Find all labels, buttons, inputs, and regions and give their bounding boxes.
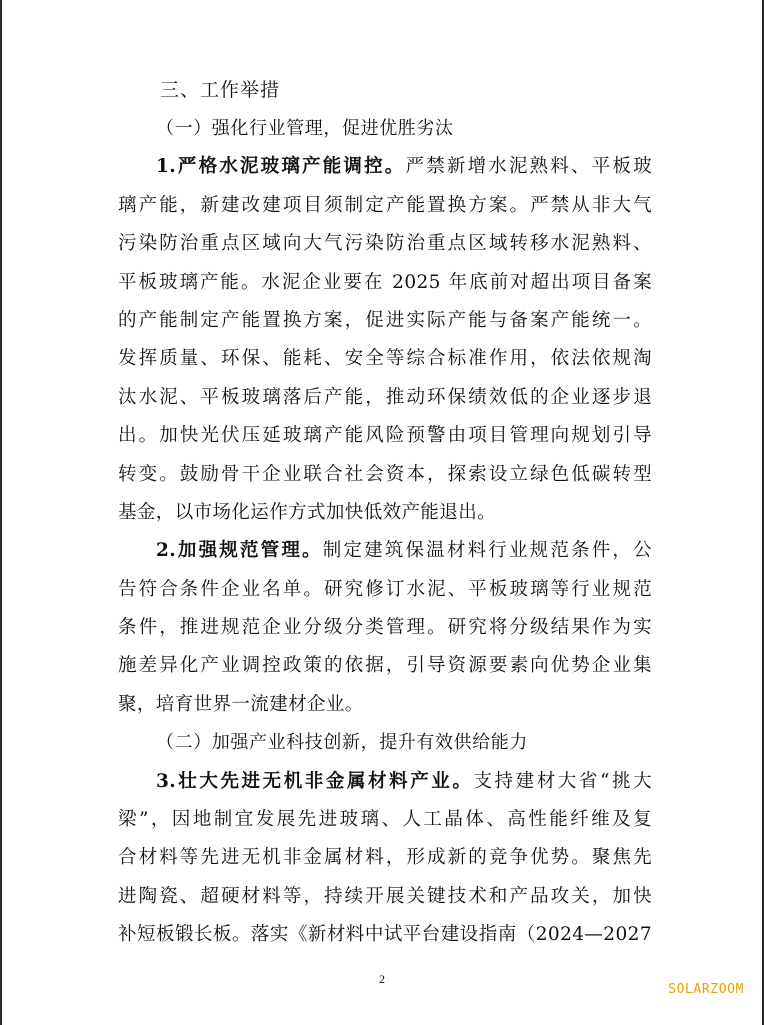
paragraph-line: 污染防治重点区域向大气污染防治重点区域转移水泥熟料、 — [118, 233, 652, 255]
subsection-heading-2: （二）加强产业科技创新，提升有效供给能力 — [156, 732, 528, 754]
paragraph-line: 进陶瓷、超硬材料等，持续开展关键技术和产品攻关，加快 — [118, 885, 652, 907]
paragraph-line: 出。加快光伏压延玻璃产能风险预警由项目管理向规划引导 — [118, 425, 652, 447]
solarzoom-watermark: SOLARZOOM — [668, 982, 744, 997]
paragraph-line: 汰水泥、平板玻璃落后产能，推动环保绩效低的企业逐步退 — [118, 386, 652, 408]
paragraph-3-first-line — [118, 763, 652, 801]
paragraph-last-line: 基金，以市场化运作方式加快低效产能退出。 — [118, 501, 497, 523]
paragraph-line: 璃产能，新建改建项目须制定产能置换方案。严禁从非大气 — [118, 194, 652, 216]
paragraph-last-line: 聚，培育世界一流建材企业。 — [118, 693, 364, 715]
paragraph-line: 发挥质量、环保、能耗、安全等综合标准作用，依法依规淘 — [118, 348, 652, 370]
paragraph-2-first-line-rest: 制定建筑保温材料行业规范条件，公 — [322, 540, 652, 562]
paragraph-line: 条件，推进规范企业分级分类管理。研究将分级结果作为实 — [118, 617, 652, 639]
document-body — [118, 110, 652, 955]
paragraph-line: 告符合条件企业名单。研究修订水泥、平板玻璃等行业规范 — [118, 578, 652, 600]
paragraph-1-first-line — [118, 148, 652, 186]
paragraph-line: 补短板锻长板。落实《新材料中试平台建设指南（2024—2027 — [118, 924, 652, 946]
paragraph-2-lead: 2.加强规范管理。 — [156, 540, 323, 562]
paragraph-line: 平板玻璃产能。水泥企业要在 2025 年底前对超出项目备案 — [118, 271, 652, 293]
paragraph-3-lead: 3.壮大先进无机非金属材料产业。 — [156, 770, 474, 792]
subsection-heading-1: （一）强化行业管理，促进优胜劣汰 — [156, 118, 454, 139]
paragraph-2-first-line — [118, 532, 652, 570]
page-left-border — [0, 0, 2, 1025]
paragraph-1-first-line-rest: 严禁新增水泥熟料、平板玻 — [405, 156, 652, 178]
paragraph-line: 转变。鼓励骨干企业联合社会资本，探索设立绿色低碳转型 — [118, 463, 652, 485]
paragraph-line: 的产能制定产能置换方案，促进实际产能与备案产能统一。 — [118, 309, 652, 331]
page-number: 2 — [379, 972, 385, 986]
section-title: 三、工作举措 — [160, 79, 281, 101]
paragraph-1-lead: 1.严格水泥玻璃产能调控。 — [156, 156, 406, 178]
paragraph-3-first-line-rest: 支持建材大省“挑大 — [473, 770, 652, 792]
paragraph-line: 施差异化产业调控政策的依据，引导资源要素向优势企业集 — [118, 655, 652, 677]
paragraph-line: 梁”，因地制宜发展先进玻璃、人工晶体、高性能纤维及复 — [118, 809, 652, 831]
paragraph-line: 合材料等先进无机非金属材料，形成新的竞争优势。聚焦先 — [118, 847, 652, 869]
